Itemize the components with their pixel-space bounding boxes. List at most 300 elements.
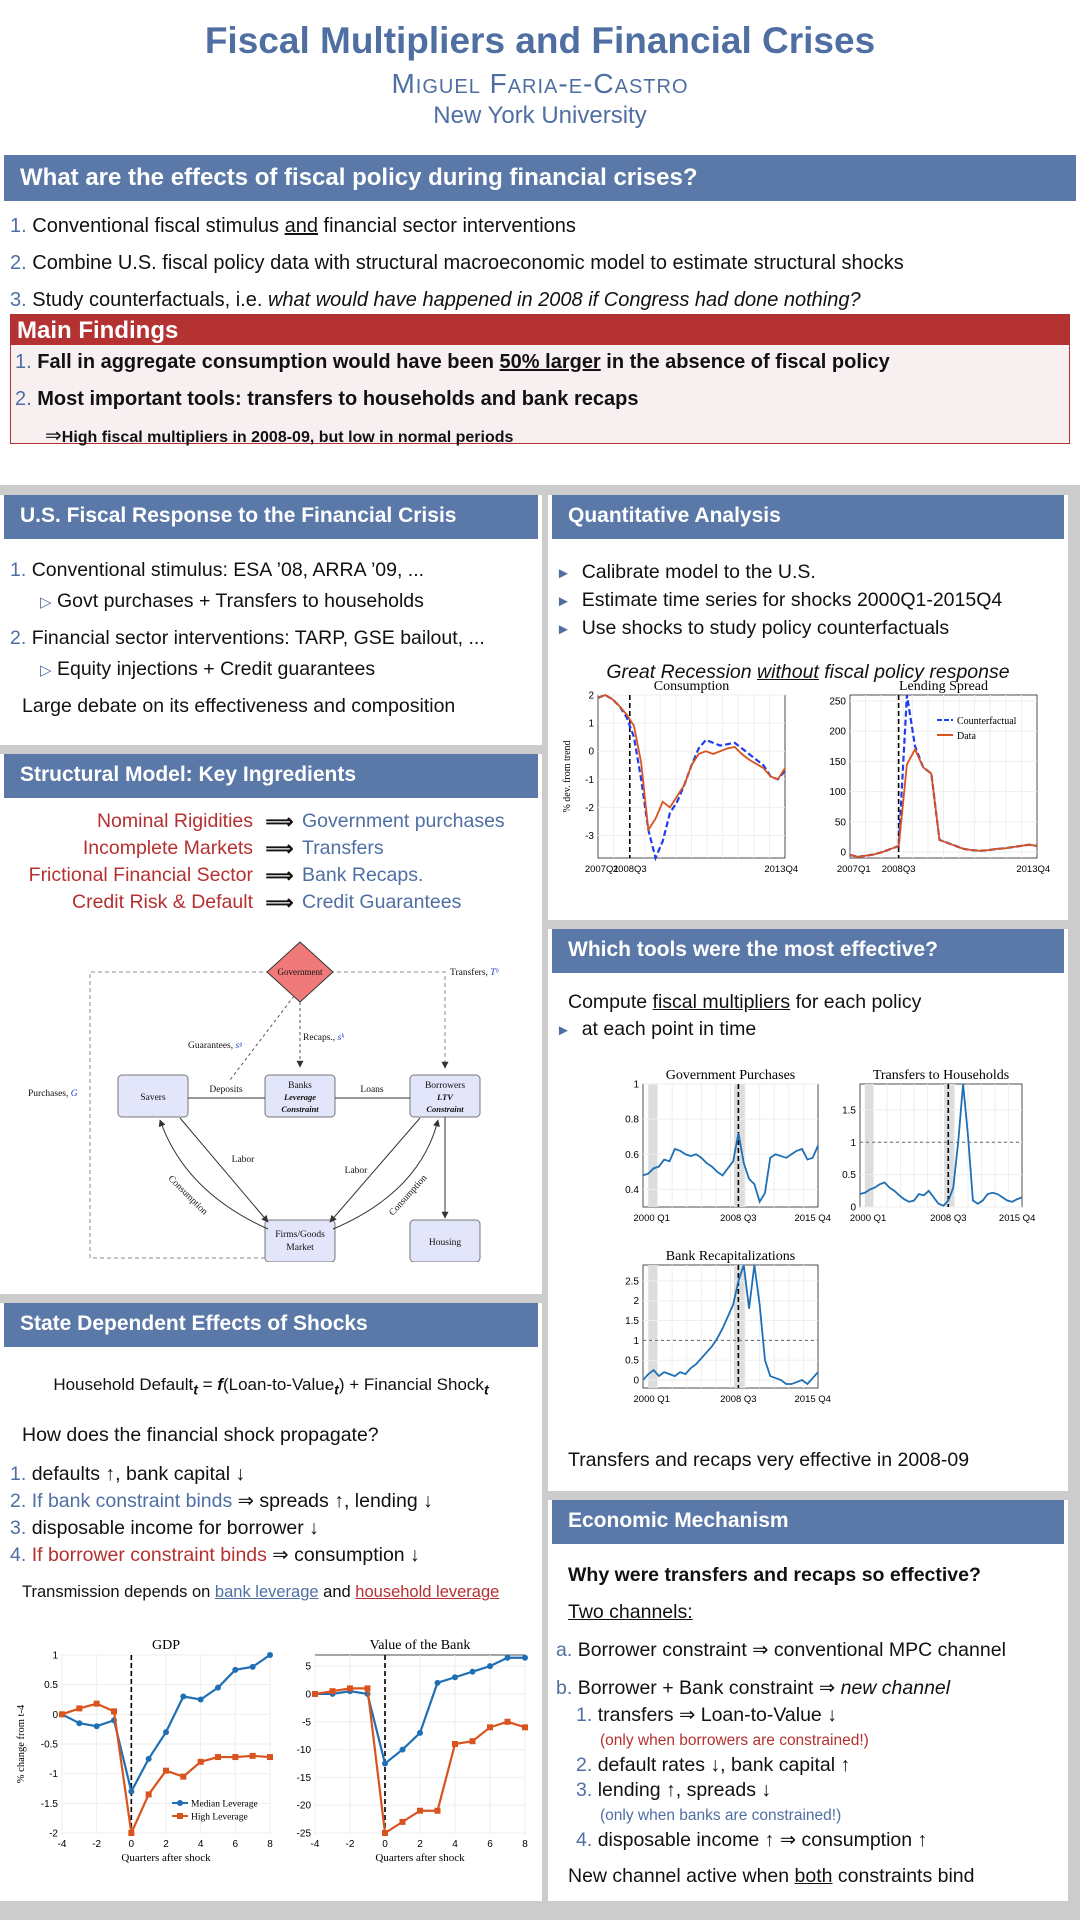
y-tick-label: -2: [585, 802, 594, 814]
y-tick-label: -15: [296, 1772, 311, 1784]
structural-title: Structural Model: Key Ingredients: [4, 754, 538, 798]
x-tick-label: 4: [197, 1839, 204, 1850]
borrowers-label: Borrowers: [424, 1081, 466, 1091]
data-point: [452, 1741, 458, 1747]
chart-title: GDP: [151, 1638, 181, 1653]
mech-step-3-note: (only when banks are constrained!): [600, 1807, 842, 1824]
item-number: 1.: [10, 215, 27, 237]
y-tick-label: 2.5: [625, 1276, 639, 1288]
intro-panel: [0, 155, 1080, 485]
propagation-steps: [10, 1461, 542, 1569]
sub-bullet-icon: ▷: [40, 662, 52, 679]
tools-compute: [568, 989, 1060, 1016]
intro-text-underlined: and: [284, 215, 318, 237]
tools-panel: [548, 929, 1068, 1491]
x-tick-label: 6: [487, 1839, 493, 1850]
data-point: [163, 1729, 169, 1735]
legend-label: Counterfactual: [957, 716, 1017, 727]
item-number: 4.: [576, 1829, 593, 1851]
y-tick-label: 2: [588, 690, 594, 702]
data-point: [180, 1694, 186, 1700]
y-tick-label: 1: [633, 1335, 639, 1347]
y-tick-label: -2: [49, 1828, 58, 1840]
final-text: constraints bind: [832, 1865, 975, 1887]
y-tick-label: 0.6: [625, 1149, 639, 1161]
poster-header: [0, 0, 1080, 155]
y-tick-label: 0.5: [625, 1355, 639, 1367]
x-tick-label: 2000 Q1: [633, 1213, 670, 1224]
quant-bullet-text: Use shocks to study policy counterfactuals: [581, 617, 950, 639]
labor-label-left: Labor: [231, 1155, 255, 1165]
quant-bullet-2: [556, 587, 1060, 615]
data-point: [94, 1701, 100, 1707]
household-leverage-text: household leverage: [355, 1583, 500, 1602]
ingredient-left: Credit Risk & Default: [72, 891, 253, 913]
step-condition: If borrower constraint binds: [31, 1544, 267, 1567]
data-point: [232, 1754, 238, 1760]
tools-text: Compute: [568, 991, 653, 1013]
consumption-chart: [558, 675, 808, 900]
step-1: [10, 1461, 542, 1488]
data-point: [76, 1705, 82, 1711]
eq-subscript: t: [193, 1382, 198, 1399]
finding-text: Most important tools: transfers to households and bank recaps: [37, 388, 639, 410]
x-tick-label: 0: [382, 1839, 388, 1850]
mechanism-title: Economic Mechanism: [552, 1500, 1064, 1544]
item-number: 2.: [10, 627, 27, 649]
data-point: [146, 1791, 152, 1797]
y-tick-label: 0: [305, 1689, 311, 1701]
y-tick-label: -20: [296, 1800, 311, 1812]
chart-title: Transfers to Households: [872, 1068, 1010, 1083]
transmission-note: [22, 1583, 542, 1602]
fiscal-item-1: [10, 559, 532, 582]
main-findings-title: Main Findings: [11, 315, 1069, 345]
y-tick-label: 50: [834, 817, 846, 829]
government-label: Government: [277, 967, 323, 977]
x-tick-label: 2007Q1: [836, 864, 871, 875]
data-point: [250, 1753, 256, 1759]
labor-label-right: Labor: [344, 1166, 368, 1176]
data-point: [146, 1756, 152, 1762]
intro-text: Study counterfactuals, i.e.: [32, 289, 268, 311]
fiscal-sub-text: Equity injections + Credit guarantees: [56, 658, 376, 680]
data-point: [382, 1760, 388, 1766]
tools-bullet: [556, 1016, 1060, 1044]
data-point: [312, 1691, 318, 1697]
y-tick-label: 250: [829, 696, 846, 708]
intro-item-1: [10, 215, 1070, 238]
x-tick-label: 2000 Q1: [633, 1394, 670, 1405]
state-title: State Dependent Effects of Shocks: [4, 1303, 538, 1347]
x-tick-label: -2: [345, 1839, 355, 1850]
recession-band: [648, 1265, 657, 1388]
chart-title: Bank Recapitalizations: [665, 1249, 796, 1264]
ingredient-right: Government purchases: [302, 810, 505, 832]
recession-band: [648, 1084, 657, 1207]
data-point: [198, 1759, 204, 1765]
chart-title: Consumption: [653, 679, 730, 694]
bank-constraint-label-2: Constraint: [281, 1104, 319, 1114]
item-number: b.: [556, 1677, 573, 1699]
x-tick-label: -4: [310, 1839, 320, 1850]
implies-arrow: ⟹: [265, 811, 294, 833]
bank-leverage-text: bank leverage: [214, 1583, 319, 1602]
data-point: [180, 1774, 186, 1780]
fiscal-item-text: Financial sector interventions: TARP, GSE bailout, ...: [31, 627, 485, 649]
data-point: [382, 1830, 388, 1836]
channel-text: Borrower constraint ⇒ conventional MPC channel: [577, 1639, 1006, 1661]
item-number: 1.: [10, 559, 27, 581]
y-tick-label: 1.5: [625, 1316, 639, 1328]
data-point: [522, 1655, 528, 1661]
y-tick-label: 5: [305, 1661, 311, 1673]
mechanism-question: Why were transfers and recaps so effective?: [568, 1564, 981, 1586]
data-point: [365, 1685, 371, 1691]
intro-question: What are the effects of fiscal policy during financial crises?: [4, 155, 1076, 201]
propagation-question: How does the financial shock propagate?: [22, 1424, 379, 1447]
gdp-chart: [10, 1633, 278, 1868]
item-number: a.: [556, 1639, 573, 1661]
sub-bullet-icon: ▷: [40, 594, 52, 611]
data-point: [232, 1667, 238, 1673]
data-point: [128, 1788, 134, 1794]
purchases-label: Purchases, G: [28, 1089, 78, 1099]
step-4: [10, 1542, 542, 1569]
bank-constraint-label: Leverage: [283, 1092, 317, 1102]
x-tick-label: 2008Q3: [612, 864, 647, 875]
figure-title-text: fiscal policy response: [818, 661, 1010, 683]
x-tick-label: 2015 Q4: [794, 1213, 831, 1224]
firms-label: Firms/Goods: [275, 1230, 325, 1240]
main-findings-box: [10, 314, 1070, 447]
y-tick-label: 0: [52, 1709, 58, 1721]
mech-step-4: [576, 1828, 1060, 1853]
structural-panel: [0, 754, 542, 1294]
mechanism-channels: Two channels:: [568, 1601, 693, 1623]
data-point: [128, 1830, 134, 1836]
data-point: [522, 1724, 528, 1730]
item-number: 2.: [576, 1754, 593, 1776]
step-2: [10, 1488, 542, 1515]
x-tick-label: 4: [452, 1839, 458, 1850]
mech-step-text: default rates ↓, bank capital ↑: [597, 1754, 851, 1776]
transfers-label: Transfers, Tᵇ: [450, 968, 499, 978]
fiscal-note: Large debate on its effectiveness and composition: [22, 695, 456, 717]
mech-step-text: lending ↑, spreads ↓: [597, 1779, 772, 1801]
guarantees-label: Guarantees, sᵍ: [188, 1041, 242, 1051]
implies-arrow: ⟹: [265, 892, 294, 914]
x-tick-label: 6: [232, 1839, 239, 1850]
mechanism-final: [568, 1865, 1060, 1888]
consumption-label-left: Consumption: [165, 1173, 210, 1218]
step-text: defaults ↑, bank capital ↓: [31, 1463, 246, 1486]
fiscal-item-2: [10, 627, 532, 650]
transfers-chart: [820, 1064, 1040, 1236]
item-number: 3.: [10, 1517, 27, 1540]
x-axis-label: Quarters after shock: [375, 1852, 465, 1864]
recaps-label: Recaps., sᵏ: [303, 1033, 344, 1043]
legend-marker: [177, 1800, 183, 1806]
mech-step-3: [576, 1778, 1060, 1803]
data-point: [417, 1808, 423, 1814]
y-tick-label: 1.5: [842, 1105, 856, 1117]
deposits-label: Deposits: [209, 1085, 243, 1095]
intro-text: Combine U.S. fiscal policy data with structural macroeconomic model to estimate structural shocks: [32, 252, 904, 274]
fiscal-response-panel: [0, 495, 542, 745]
transmission-text: Transmission depends on: [22, 1583, 215, 1602]
quant-bullet-text: Calibrate model to the U.S.: [581, 561, 816, 583]
intro-item-3: [10, 289, 1070, 312]
data-point: [267, 1652, 273, 1658]
y-tick-label: -25: [296, 1828, 311, 1840]
banks-label: Banks: [288, 1081, 312, 1091]
y-tick-label: 0.8: [625, 1114, 639, 1126]
x-tick-label: 0: [128, 1839, 135, 1850]
item-number: 3.: [10, 289, 27, 311]
step-condition: If bank constraint binds: [31, 1490, 233, 1513]
fiscal-response-title: U.S. Fiscal Response to the Financial Crisis: [4, 495, 538, 539]
implication-text: High fiscal multipliers in 2008-09, but low in normal periods: [61, 429, 514, 446]
data-point: [347, 1685, 353, 1691]
eq-lhs: Household Default: [53, 1375, 194, 1394]
chart-title: Value of the Bank: [369, 1638, 471, 1653]
step-text: ⇒ consumption ↓: [266, 1544, 420, 1567]
consumption-label-right: Consumption: [387, 1173, 430, 1219]
data-point: [505, 1719, 511, 1725]
y-tick-label: -1: [49, 1769, 58, 1781]
mech-step-1-note: (only when borrowers are constrained!): [600, 1732, 869, 1749]
state-panel: [0, 1303, 542, 1901]
bullet-icon: ►: [556, 565, 571, 582]
x-tick-label: 2: [163, 1839, 169, 1850]
data-point: [417, 1730, 423, 1736]
y-axis-label: % dev. from trend: [562, 740, 573, 813]
x-tick-label: 2013Q4: [764, 864, 799, 875]
y-tick-label: -5: [302, 1717, 311, 1729]
mech-step-text: transfers ⇒ Loan-to-Value ↓: [597, 1704, 837, 1726]
finding-implication: [45, 423, 1065, 448]
data-point: [198, 1697, 204, 1703]
borrower-constraint-label-2: Constraint: [426, 1104, 464, 1114]
x-tick-label: -2: [92, 1839, 102, 1850]
x-tick-label: 2008Q3: [881, 864, 916, 875]
bullet-icon: ►: [556, 621, 571, 638]
x-tick-label: 2015 Q4: [998, 1213, 1036, 1224]
y-tick-label: 100: [829, 787, 846, 799]
finding-text: Fall in aggregate consumption would have been: [37, 351, 500, 373]
gov-purchases-chart: [603, 1064, 833, 1236]
step-3: [10, 1515, 542, 1542]
legend-marker: [177, 1813, 183, 1819]
y-tick-label: 1: [52, 1650, 58, 1662]
loans-label: Loans: [360, 1085, 384, 1095]
legend-label: High Leverage: [191, 1812, 248, 1823]
item-number: 2.: [10, 252, 27, 274]
eq-subscript: t: [334, 1382, 339, 1399]
mechanism-panel: [548, 1500, 1068, 1901]
chart-title: Government Purchases: [665, 1068, 796, 1083]
institution: New York University: [433, 102, 647, 129]
finding-text-underlined: 50% larger: [499, 351, 601, 373]
figure-title-text: Great Recession: [606, 661, 758, 683]
ingredient-right: Bank Recaps.: [302, 864, 424, 886]
data-point: [94, 1723, 100, 1729]
quant-title: Quantitative Analysis: [552, 495, 1064, 539]
y-tick-label: -1.5: [40, 1798, 58, 1810]
eq-argument: (Loan-to-Value: [222, 1375, 335, 1394]
channel-a: [556, 1638, 1060, 1662]
lending-spread-chart: [810, 675, 1060, 900]
y-tick-label: 1: [588, 718, 594, 730]
item-number: 1.: [15, 351, 32, 373]
data-point: [76, 1720, 82, 1726]
y-tick-label: -10: [296, 1745, 311, 1757]
x-tick-label: 2008 Q3: [720, 1394, 757, 1405]
intro-item-2: [10, 252, 1070, 275]
step-text: disposable income for borrower ↓: [31, 1517, 319, 1540]
item-number: 1.: [576, 1704, 593, 1726]
item-number: 1.: [10, 1463, 27, 1486]
channel-b: [556, 1676, 1060, 1700]
data-point: [400, 1747, 406, 1753]
y-tick-label: 0: [588, 746, 594, 758]
data-point: [215, 1754, 221, 1760]
data-point: [215, 1685, 221, 1691]
ingredient-right: Credit Guarantees: [302, 891, 462, 913]
x-axis-label: Quarters after shock: [121, 1852, 211, 1864]
bullet-icon: ►: [556, 1022, 571, 1039]
y-tick-label: 0: [850, 1202, 856, 1214]
tools-title: Which tools were the most effective?: [552, 929, 1064, 973]
finding-text: in the absence of fiscal policy: [600, 351, 890, 373]
x-tick-label: 2008 Q3: [720, 1213, 757, 1224]
legend-label: Median Leverage: [191, 1799, 258, 1810]
data-point: [330, 1688, 336, 1694]
x-tick-label: 2007Q1: [584, 864, 619, 875]
implies-arrow: ⟹: [265, 865, 294, 887]
fiscal-item-text: Conventional stimulus: ESA ’08, ARRA ’09, ...: [31, 559, 425, 581]
y-tick-label: 0.4: [625, 1184, 639, 1196]
eq-equals: =: [197, 1375, 218, 1394]
firms-label-2: Market: [286, 1243, 314, 1253]
ingredient-right: Transfers: [302, 837, 384, 859]
data-point: [163, 1768, 169, 1774]
intro-text: Conventional fiscal stimulus: [32, 215, 285, 237]
finding-1: [15, 351, 1065, 374]
ingredients-list: [12, 810, 542, 915]
bank-value-chart: [275, 1633, 537, 1868]
firms-node: [265, 1220, 335, 1262]
final-text: New channel active when: [568, 1865, 795, 1887]
x-tick-label: 8: [267, 1839, 273, 1850]
final-text-underlined: both: [794, 1865, 833, 1887]
quant-bullet-text: Estimate time series for shocks 2000Q1-2015Q4: [581, 589, 1003, 611]
data-point: [470, 1738, 476, 1744]
poster-title: Fiscal Multipliers and Financial Crises: [204, 20, 876, 61]
figure-title-underlined: without: [757, 661, 819, 683]
quant-bullet-3: [556, 615, 1060, 643]
quant-bullet-1: [556, 559, 1060, 587]
fiscal-sub-2: [40, 658, 532, 681]
finding-2: [15, 388, 1065, 411]
mech-step-text: disposable income ↑ ⇒ consumption ↑: [597, 1829, 928, 1851]
y-tick-label: 1: [850, 1137, 856, 1149]
y-tick-label: 0.5: [842, 1170, 856, 1182]
chart-title: Lending Spread: [898, 679, 989, 694]
y-tick-label: 0.5: [44, 1680, 58, 1692]
y-tick-label: 150: [829, 756, 846, 768]
implies-arrow: ⇒: [45, 425, 62, 447]
data-point: [487, 1663, 493, 1669]
channel-text: Borrower + Bank constraint ⇒: [577, 1677, 841, 1699]
x-tick-label: 2013Q4: [1016, 864, 1051, 875]
ingredient-left: Frictional Financial Sector: [28, 864, 253, 886]
data-point: [111, 1708, 117, 1714]
tools-text-underlined: fiscal multipliers: [652, 991, 791, 1013]
x-tick-label: 8: [522, 1839, 528, 1850]
tools-bullet-text: at each point in time: [581, 1018, 757, 1040]
x-tick-label: 2000 Q1: [849, 1213, 887, 1224]
x-tick-label: -4: [57, 1839, 67, 1850]
author-name: Miguel Faria-e-Castro: [391, 68, 689, 99]
tools-text: for each policy: [790, 991, 922, 1013]
bullet-icon: ►: [556, 593, 571, 610]
eq-function: f: [217, 1375, 223, 1394]
quant-panel: [548, 495, 1068, 920]
savers-label: Savers: [140, 1093, 166, 1103]
model-diagram: [0, 932, 542, 1262]
recession-band: [734, 1265, 745, 1388]
data-point: [435, 1680, 441, 1686]
default-equation: [0, 1375, 542, 1398]
y-tick-label: 0: [633, 1375, 639, 1387]
housing-label: Housing: [428, 1238, 462, 1248]
item-number: 3.: [576, 1779, 593, 1801]
data-point: [452, 1674, 458, 1680]
mech-step-2: [576, 1753, 1060, 1778]
eq-subscript: t: [483, 1382, 489, 1399]
data-point: [435, 1808, 441, 1814]
ingredient-left: Incomplete Markets: [82, 837, 253, 859]
x-tick-label: 2015 Q4: [794, 1394, 831, 1405]
implies-arrow: ⟹: [265, 838, 294, 860]
data-point: [250, 1664, 256, 1670]
fiscal-sub-1: [40, 590, 532, 613]
channel-text-italic: new channel: [840, 1677, 951, 1699]
y-axis-label: % change from t-4: [16, 1704, 27, 1784]
y-tick-label: 0: [840, 847, 846, 859]
data-point: [505, 1655, 511, 1661]
data-point: [267, 1754, 273, 1760]
y-tick-label: -1: [585, 774, 594, 786]
bank-recaps-chart: [603, 1245, 833, 1425]
y-tick-label: -0.5: [40, 1739, 58, 1751]
data-point: [470, 1669, 476, 1675]
x-tick-label: 2: [417, 1839, 423, 1850]
y-tick-label: 2: [633, 1296, 639, 1308]
tools-conclusion: Transfers and recaps very effective in 2008-09: [568, 1449, 970, 1471]
item-number: 4.: [10, 1544, 27, 1567]
intro-text: financial sector interventions: [317, 215, 576, 237]
eq-shock: ) + Financial Shock: [338, 1375, 484, 1394]
x-tick-label: 2008 Q3: [930, 1213, 967, 1224]
mech-step-1: [576, 1703, 1060, 1728]
transmission-text: and: [318, 1583, 356, 1602]
mechanism-steps: [576, 1703, 1060, 1853]
fiscal-sub-text: Govt purchases + Transfers to households: [56, 590, 424, 612]
y-tick-label: 1: [633, 1079, 639, 1091]
